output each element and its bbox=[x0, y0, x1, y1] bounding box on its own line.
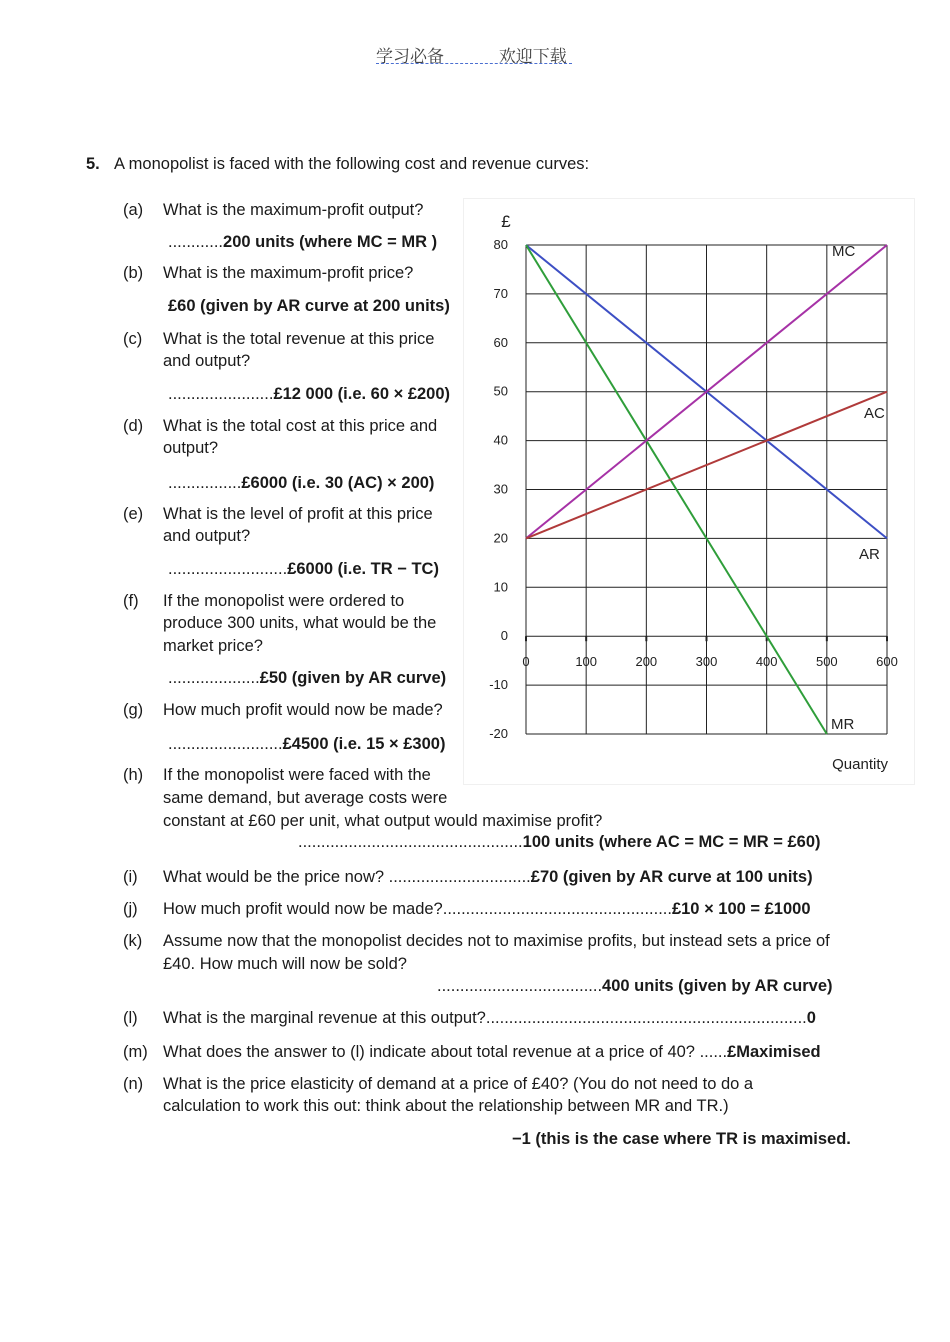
part-m-line bbox=[163, 1043, 821, 1062]
y-axis-label: £ bbox=[501, 212, 511, 231]
series-label-mr: MR bbox=[831, 716, 855, 733]
x-tick-label: 400 bbox=[755, 654, 778, 670]
part-d-question-line2: output? bbox=[163, 439, 219, 457]
dots: ............................... bbox=[388, 868, 531, 886]
dots: ....................... bbox=[168, 385, 274, 403]
dots: ................ bbox=[168, 474, 242, 492]
part-m-question: What does the answer to (l) indicate about total revenue at a price of 40? ...... bbox=[163, 1043, 728, 1061]
x-tick-label: 200 bbox=[635, 654, 658, 670]
dots: .......................... bbox=[168, 560, 288, 578]
part-c-answer-line bbox=[168, 385, 450, 404]
cost-revenue-chart bbox=[463, 198, 915, 785]
part-h-question-line3: constant at £60 per unit, what output would maximise profit? bbox=[163, 812, 603, 830]
part-i-question: What would be the price now? bbox=[163, 868, 385, 886]
part-k-label: (k) bbox=[123, 932, 143, 950]
part-j-question: How much profit would now be made? bbox=[163, 900, 443, 918]
part-f-answer: £50 (given by AR curve) bbox=[259, 669, 447, 687]
y-tick-label: 60 bbox=[493, 334, 508, 350]
x-tick-label: 300 bbox=[695, 654, 718, 670]
dots: .................... bbox=[168, 669, 260, 687]
dots: ......................... bbox=[168, 735, 283, 753]
dots: ...................................................................... bbox=[485, 1009, 807, 1027]
part-a-label: (a) bbox=[123, 201, 144, 219]
header-right: 欢迎下载 bbox=[498, 47, 567, 67]
part-g-question: How much profit would now be made? bbox=[163, 701, 443, 719]
part-k-answer: 400 units (given by AR curve) bbox=[602, 977, 833, 995]
y-tick-label: 80 bbox=[493, 237, 508, 252]
part-l-label: (l) bbox=[123, 1009, 138, 1027]
question-number: 5. bbox=[86, 155, 100, 173]
part-c-question-line2: and output? bbox=[163, 352, 251, 370]
x-tick-label: 0 bbox=[522, 654, 530, 670]
part-l-question: What is the marginal revenue at this output? bbox=[163, 1009, 486, 1027]
part-h-question-line2: same demand, but average costs were bbox=[163, 789, 448, 807]
dots: ................................................. bbox=[298, 833, 523, 851]
dots: .................................... bbox=[437, 977, 603, 995]
part-i-label: (i) bbox=[123, 868, 138, 886]
part-i-answer: £70 (given by AR curve at 100 units) bbox=[530, 868, 813, 886]
series-label-ac: AC bbox=[864, 405, 885, 422]
part-c-answer: £12 000 (i.e. 60 × £200) bbox=[273, 385, 451, 403]
part-b-answer: £60 (given by AR curve at 200 units) bbox=[168, 297, 450, 315]
x-axis-label: Quantity bbox=[832, 756, 888, 773]
dots: .................................................. bbox=[442, 900, 672, 918]
part-g-label: (g) bbox=[123, 701, 144, 719]
part-n-question-line1: What is the price elasticity of demand at a price of £40? (You do not need to do a bbox=[163, 1075, 754, 1093]
part-k-question-line1: Assume now that the monopolist decides not to maximise profits, but instead sets a price of bbox=[163, 932, 830, 950]
part-h-question-line1: If the monopolist were faced with the bbox=[163, 766, 431, 784]
part-n-label: (n) bbox=[123, 1075, 144, 1093]
part-a-answer: 200 units (where MC = MR ) bbox=[223, 233, 438, 251]
x-tick-label: 100 bbox=[575, 654, 598, 670]
part-c-question-line1: What is the total revenue at this price bbox=[163, 330, 435, 348]
y-tick-label: 0 bbox=[500, 628, 508, 644]
y-tick-label: 40 bbox=[493, 432, 508, 448]
part-e-answer: £6000 (i.e. TR − TC) bbox=[287, 560, 439, 578]
x-tick-label: 600 bbox=[876, 654, 898, 670]
part-f-answer-line bbox=[168, 669, 446, 688]
y-tick-label: 70 bbox=[493, 285, 508, 301]
y-tick-label: 50 bbox=[493, 383, 508, 399]
dots: ............ bbox=[168, 233, 224, 251]
header-rule bbox=[376, 63, 572, 64]
series-label-mc: MC bbox=[832, 243, 856, 260]
y-tick-label: 30 bbox=[493, 481, 508, 497]
part-h-answer: 100 units (where AC = MC = MR = £60) bbox=[522, 833, 821, 851]
part-l-line bbox=[163, 1009, 816, 1028]
part-n-question-line2: calculation to work this out: think about the relationship between MR and TR.) bbox=[163, 1097, 729, 1115]
part-e-label: (e) bbox=[123, 505, 144, 523]
part-m-answer: £Maximised bbox=[727, 1043, 821, 1061]
part-f-label: (f) bbox=[123, 592, 139, 610]
part-i-line bbox=[163, 868, 813, 887]
part-e-question-line1: What is the level of profit at this price bbox=[163, 505, 433, 523]
question-intro: A monopolist is faced with the following cost and revenue curves: bbox=[114, 155, 590, 173]
part-d-question-line1: What is the total cost at this price and bbox=[163, 417, 438, 435]
part-b-label: (b) bbox=[123, 264, 144, 282]
part-f-question-line3: market price? bbox=[163, 637, 263, 655]
part-j-answer: £10 × 100 = £1000 bbox=[671, 900, 811, 918]
part-f-question-line2: produce 300 units, what would be the bbox=[163, 614, 437, 632]
part-f-question-line1: If the monopolist were ordered to bbox=[163, 592, 405, 610]
y-tick-label: 10 bbox=[493, 579, 508, 595]
part-e-question-line2: and output? bbox=[163, 527, 251, 545]
header-left: 学习必备 bbox=[376, 47, 444, 67]
part-b-question: What is the maximum-profit price? bbox=[163, 264, 414, 282]
part-a-answer-line bbox=[168, 233, 437, 252]
part-e-answer-line bbox=[168, 560, 439, 579]
part-g-answer-line bbox=[168, 735, 445, 754]
part-l-answer: 0 bbox=[806, 1009, 816, 1027]
part-j-label: (j) bbox=[123, 900, 138, 918]
part-d-answer-line bbox=[168, 474, 434, 493]
chart-labels bbox=[489, 212, 898, 773]
part-a-question: What is the maximum-profit output? bbox=[163, 201, 424, 219]
y-tick-label: 20 bbox=[493, 530, 508, 546]
part-j-line bbox=[163, 900, 811, 919]
part-g-answer: £4500 (i.e. 15 × £300) bbox=[282, 735, 446, 753]
part-k-question-line2: £40. How much will now be sold? bbox=[163, 955, 407, 973]
chart-svg bbox=[464, 199, 914, 784]
part-m-label: (m) bbox=[123, 1043, 148, 1061]
part-n-answer: −1 (this is the case where TR is maximised. bbox=[512, 1130, 851, 1148]
y-tick-label: -20 bbox=[489, 726, 508, 741]
series-label-ar: AR bbox=[859, 546, 880, 563]
part-d-answer: £6000 (i.e. 30 (AC) × 200) bbox=[241, 474, 435, 492]
part-d-label: (d) bbox=[123, 417, 144, 435]
part-h-answer-line bbox=[298, 833, 821, 852]
x-tick-label: 500 bbox=[815, 654, 838, 670]
part-k-answer-line bbox=[437, 977, 833, 996]
part-h-label: (h) bbox=[123, 766, 144, 784]
y-tick-label: -10 bbox=[489, 677, 508, 693]
part-c-label: (c) bbox=[123, 330, 143, 348]
